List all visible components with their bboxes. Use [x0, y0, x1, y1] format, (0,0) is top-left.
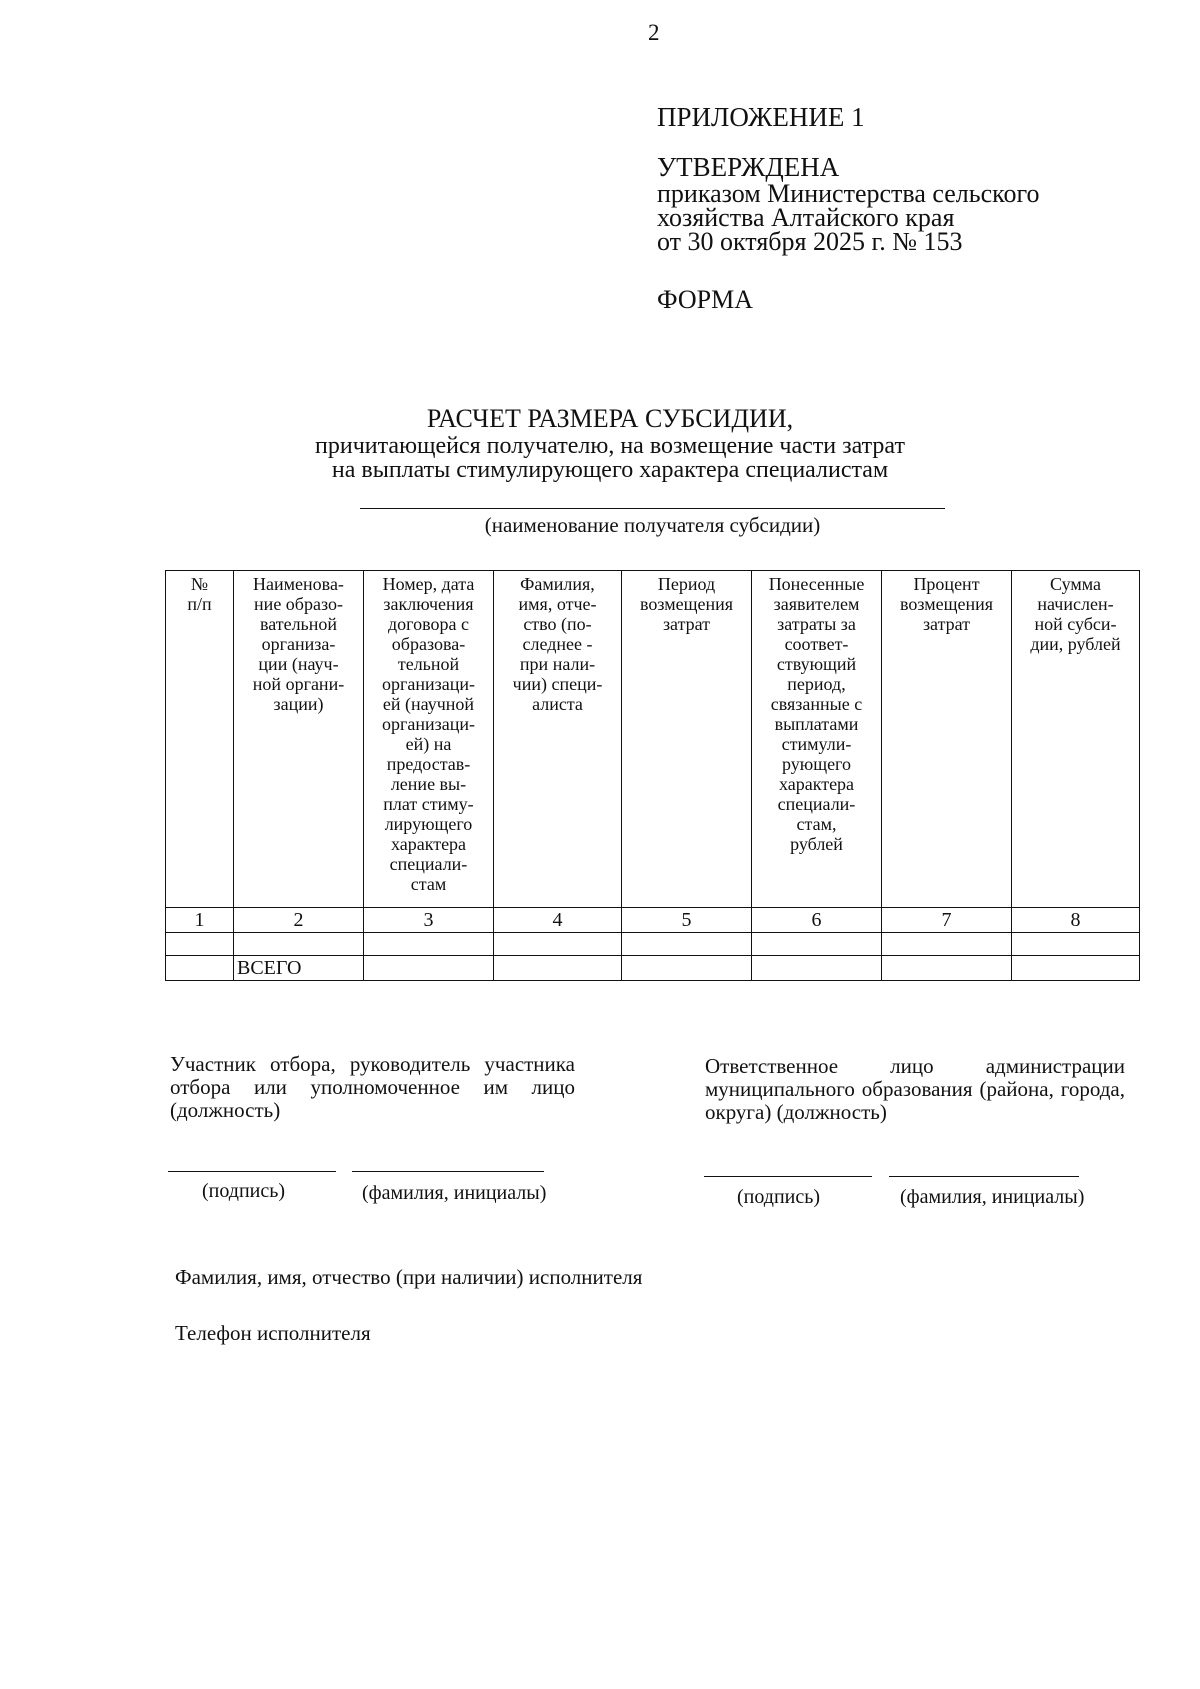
header-line: предостав-	[386, 754, 471, 774]
table-cell	[166, 933, 234, 956]
header-line: организа-	[261, 634, 336, 654]
header-line: ние образо-	[254, 594, 343, 614]
header-line: заключения	[383, 594, 474, 614]
header-line: организаци-	[382, 674, 475, 694]
recipient-caption: (наименование получателя субсидии)	[484, 513, 821, 537]
participant-signature-caption: (подпись)	[202, 1180, 286, 1202]
total-row	[166, 956, 1140, 981]
header-line: характера	[390, 834, 467, 854]
header-line: специали-	[389, 854, 468, 874]
title-line-3: на выплаты стимулирующего характера специалистам	[331, 457, 889, 483]
header-line: характера	[778, 774, 855, 794]
column-number: 7	[882, 908, 1012, 933]
title-line-2: причитающейся получателю, на возмещение части затрат	[315, 433, 905, 459]
header-cell	[364, 571, 494, 908]
header-line: затраты за	[777, 614, 856, 634]
header-line: образова-	[391, 634, 466, 654]
header-line: Процент	[913, 574, 980, 594]
column-number: 3	[364, 908, 494, 933]
table-cell	[882, 956, 1012, 981]
header-line: стимули-	[781, 734, 852, 754]
table-cell	[234, 933, 364, 956]
header-line: возмещения	[639, 594, 733, 614]
column-number: 4	[494, 908, 622, 933]
executor-name-label: Фамилия, имя, отчество (при наличии) исполнителя	[175, 1265, 643, 1289]
header-cell	[622, 571, 752, 908]
table-cell	[494, 956, 622, 981]
header-line: дии, рублей	[1030, 634, 1121, 654]
participant-signature-line	[168, 1171, 336, 1172]
header-cell	[166, 571, 234, 908]
header-line: начислен-	[1037, 594, 1114, 614]
header-line: лирующего	[384, 814, 473, 834]
page-number: 2	[648, 20, 660, 45]
header-line: ствующий	[776, 654, 857, 674]
column-number: 5	[622, 908, 752, 933]
appendix-block	[657, 100, 1039, 254]
header-line: специали-	[777, 794, 856, 814]
header-line: рублей	[790, 834, 843, 854]
appendix-title: ПРИЛОЖЕНИЕ 1	[657, 102, 865, 132]
header-line: Понесенные	[768, 574, 865, 594]
header-line: договора с	[388, 614, 469, 634]
order-line-1: приказом Министерства сельского	[657, 179, 1040, 208]
header-line: алиста	[532, 694, 583, 714]
administration-signatory-text: Ответственное лицо администрации муниципального образования (района, города, округа) (должность)	[705, 1054, 1125, 1124]
document-title	[250, 404, 970, 482]
total-label: ВСЕГО	[234, 956, 364, 981]
header-line: период,	[787, 674, 846, 694]
header-line: ление вы-	[390, 774, 467, 794]
header-line: имя, отче-	[518, 594, 597, 614]
header-line: Номер, дата	[382, 574, 475, 594]
header-line: затрат	[922, 614, 971, 634]
header-line: ей (научной	[382, 694, 475, 714]
header-line: при нали-	[519, 654, 596, 674]
table-cell	[752, 956, 882, 981]
header-line: связанные с	[770, 694, 863, 714]
header-line: рующего	[782, 754, 851, 774]
header-line: ей) на	[405, 734, 452, 754]
table-cell	[752, 933, 882, 956]
header-line: стам	[410, 874, 447, 894]
column-number: 6	[752, 908, 882, 933]
header-line: стам,	[796, 814, 837, 834]
header-line: Наименова-	[253, 574, 344, 594]
column-number: 8	[1012, 908, 1140, 933]
recipient-name-line	[360, 508, 945, 509]
approved-label: УТВЕРЖДЕНА	[657, 152, 840, 182]
header-cell	[234, 571, 364, 908]
table-cell	[622, 956, 752, 981]
header-line: №	[190, 574, 209, 594]
executor-phone-label: Телефон исполнителя	[175, 1321, 371, 1345]
header-line: Сумма	[1050, 574, 1101, 594]
header-line: соответ-	[784, 634, 849, 654]
header-line: вательной	[259, 614, 338, 634]
table-cell	[364, 933, 494, 956]
administration-signature-line	[704, 1176, 872, 1177]
header-line: чии) специ-	[512, 674, 603, 694]
column-number: 1	[166, 908, 234, 933]
participant-name-caption: (фамилия, инициалы)	[362, 1182, 547, 1204]
header-line: Период	[657, 574, 716, 594]
header-line: ной субси-	[1034, 614, 1117, 634]
column-number: 2	[234, 908, 364, 933]
participant-signatory-text: Участник отбора, руководитель участника отбора или уполномоченное им лицо (должность)	[170, 1052, 575, 1122]
table-cell	[1012, 933, 1140, 956]
order-line-3: от 30 октября 2025 г. № 153	[657, 227, 963, 256]
header-line: ство (по-	[523, 614, 592, 634]
participant-name-line	[352, 1171, 544, 1172]
header-line: зации)	[273, 694, 324, 714]
header-line: следнее -	[522, 634, 593, 654]
header-cell	[752, 571, 882, 908]
column-number-row	[166, 908, 1140, 933]
header-line: затрат	[662, 614, 711, 634]
header-line: плат стиму-	[383, 794, 474, 814]
table-header-row	[166, 571, 1140, 908]
header-line: ции (науч-	[258, 654, 339, 674]
calculation-table	[165, 570, 1140, 981]
header-line: организаци-	[382, 714, 475, 734]
table-cell	[166, 956, 234, 981]
table-cell	[882, 933, 1012, 956]
table-row	[166, 933, 1140, 956]
form-label: ФОРМА	[657, 285, 753, 314]
table-cell	[364, 956, 494, 981]
table-cell	[1012, 956, 1140, 981]
header-cell	[882, 571, 1012, 908]
header-line: выплатами	[774, 714, 859, 734]
table-cell	[622, 933, 752, 956]
order-line-2: хозяйства Алтайского края	[657, 203, 955, 232]
administration-name-line	[889, 1176, 1079, 1177]
administration-signature-caption: (подпись)	[737, 1186, 821, 1208]
title-main: РАСЧЕТ РАЗМЕРА СУБСИДИИ,	[426, 404, 794, 433]
header-line: возмещения	[899, 594, 993, 614]
header-line: п/п	[187, 594, 212, 614]
header-cell	[494, 571, 622, 908]
header-line: Фамилия,	[520, 574, 595, 594]
administration-name-caption: (фамилия, инициалы)	[900, 1186, 1085, 1208]
header-line: заявителем	[773, 594, 860, 614]
header-cell	[1012, 571, 1140, 908]
table-cell	[494, 933, 622, 956]
header-line: ной органи-	[252, 674, 345, 694]
header-line: тельной	[397, 654, 460, 674]
